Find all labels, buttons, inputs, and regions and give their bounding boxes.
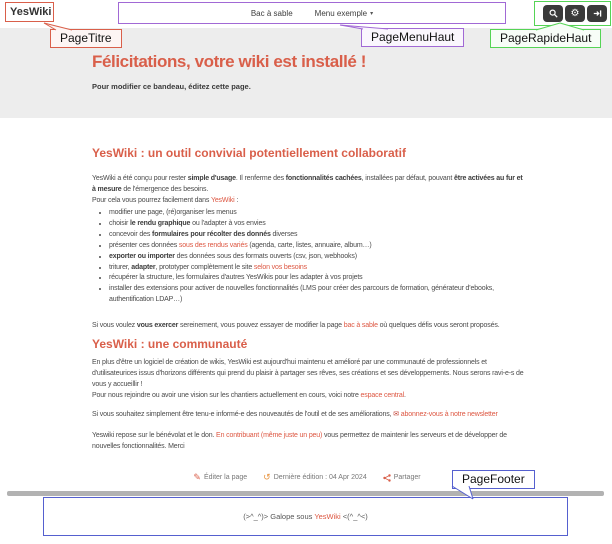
footer-region bbox=[43, 497, 568, 536]
inline-link[interactable]: YesWiki bbox=[210, 197, 235, 204]
paragraph-join bbox=[92, 390, 528, 401]
inline-link[interactable]: sous des rendus variés bbox=[178, 241, 248, 249]
edit-page-label: Éditer la page bbox=[203, 474, 248, 481]
share-button[interactable] bbox=[383, 474, 421, 482]
paragraph-intro bbox=[92, 173, 528, 195]
inline-link[interactable]: espace central bbox=[360, 392, 404, 400]
text-run: adapter bbox=[131, 263, 156, 271]
list-item bbox=[109, 273, 528, 284]
history-icon: ↺ bbox=[263, 472, 271, 482]
settings-button[interactable] bbox=[565, 5, 585, 22]
paragraph-newsletter bbox=[92, 409, 528, 420]
list-item bbox=[109, 241, 528, 252]
text-run: Pour cela vous pourrez facilement dans bbox=[92, 197, 211, 204]
text-run: . Il renferme des bbox=[235, 175, 286, 182]
text-run: , installées par défaut, pouvant bbox=[361, 175, 455, 182]
text-run: être activées au fur et à mesure bbox=[92, 175, 523, 193]
text-run: le rendu graphique bbox=[129, 219, 191, 227]
login-icon bbox=[593, 9, 602, 18]
list-item bbox=[109, 208, 528, 219]
list-item bbox=[109, 219, 528, 230]
text-run: installer des extensions pour activer de nouvelles fonctionnalités (LMS pour créer des parcours de formation, générateur d'ebooks, authentification LDAP…) bbox=[109, 285, 494, 304]
menu-item-label: Menu exemple bbox=[314, 8, 368, 18]
text-run: (agenda, carte, listes, annuaire, album…) bbox=[247, 241, 372, 249]
text-run: fonctionnalités cachées bbox=[285, 175, 362, 182]
text-run: vous exercer bbox=[136, 322, 179, 330]
paragraph-donation bbox=[92, 430, 528, 452]
login-button[interactable] bbox=[587, 5, 607, 22]
text-run: , prototyper complètement le site bbox=[155, 263, 254, 271]
text-run: formulaires pour récolter des donnés bbox=[152, 230, 271, 238]
edit-page-button[interactable] bbox=[193, 473, 247, 482]
text-run: . bbox=[403, 392, 406, 400]
inline-link[interactable]: bac à sable bbox=[343, 322, 378, 330]
search-icon bbox=[549, 9, 558, 18]
gear-icon: ⚙ bbox=[570, 7, 580, 19]
inline-link[interactable]: En contribuant (même juste un peu) bbox=[216, 432, 323, 440]
last-edit-link[interactable] bbox=[263, 473, 367, 482]
text-run: (>^_^)> Galope sous bbox=[243, 512, 315, 521]
text-run: diverses bbox=[270, 230, 298, 238]
footer-divider bbox=[7, 491, 604, 496]
quick-access-region bbox=[534, 1, 611, 26]
text-run: choisir bbox=[109, 219, 130, 227]
inline-link[interactable]: YesWiki bbox=[314, 512, 341, 521]
menu-item-bac-a-sable[interactable] bbox=[251, 9, 293, 18]
text-run: de l'émergence des besoins. bbox=[121, 186, 209, 193]
text-run: sereinement, vous pouvez essayer de modifier la page bbox=[178, 322, 344, 330]
text-run: récupérer la structure, les formulaires d'autres YesWikis pour les adapter à vos projets bbox=[109, 274, 363, 282]
footer-text bbox=[243, 512, 368, 521]
menu-item-label: Bac à sable bbox=[250, 8, 293, 18]
menu-item-menu-exemple[interactable] bbox=[315, 9, 374, 18]
text-run: triturer, bbox=[109, 263, 132, 271]
text-run: vous permettez de maintenir les serveurs et de développer de nouvelles fonctionnalités. Merci bbox=[92, 432, 507, 451]
text-run: En plus d'être un logiciel de création de wikis, YesWiki est aujourd'hui maintenu et amélioré par une communauté de professionnels et d'utilisateurices issus d'horizons différents qui prend du plaisir à partager ses rêves, ses créations et ses développements. Nous serons ravi-e-s de vous y accueillir ! bbox=[92, 359, 524, 389]
text-run: présenter ces données bbox=[109, 241, 179, 249]
callout-page-menu-haut: PageMenuHaut bbox=[361, 28, 464, 47]
text-run: Yeswiki repose sur le bénévolat et le don. bbox=[92, 432, 217, 440]
inline-link[interactable]: selon vos besoins bbox=[253, 263, 307, 271]
list-item bbox=[109, 284, 528, 306]
text-run: exporter ou importer bbox=[109, 252, 175, 260]
text-run: Si vous souhaitez simplement être tenu-e informé-e des nouveautés de l'outil et de ses améliorations, bbox=[92, 411, 394, 419]
text-run: Pour nous rejoindre ou avoir une vision sur les chantiers actuellement en cours, voici notre bbox=[92, 392, 361, 400]
share-icon bbox=[383, 474, 391, 482]
feature-list bbox=[92, 208, 528, 306]
text-run: <(^_^<) bbox=[340, 512, 368, 521]
search-button[interactable] bbox=[543, 5, 563, 22]
banner-title: Félicitations, votre wiki est installé ! bbox=[92, 52, 367, 71]
text-run: : bbox=[234, 197, 239, 204]
top-bar bbox=[0, 0, 612, 28]
text-run: des données sous des formats ouverts (csv, json, webhooks) bbox=[174, 252, 357, 260]
site-logo[interactable]: YesWiki bbox=[10, 6, 52, 18]
pencil-icon: ✎ bbox=[193, 472, 201, 482]
text-run: où quelques défis vous seront proposés. bbox=[377, 322, 500, 330]
chevron-down-icon: ▾ bbox=[370, 10, 374, 17]
share-label: Partager bbox=[393, 474, 421, 481]
page-content bbox=[92, 146, 528, 452]
text-run: ou l'adapter à vos envies bbox=[190, 219, 266, 227]
list-item bbox=[109, 263, 528, 274]
inline-link[interactable]: abonnez-vous à notre newsletter bbox=[400, 411, 498, 419]
callout-page-rapide-haut: PageRapideHaut bbox=[490, 29, 601, 48]
section-heading-communaute: YesWiki : une communauté bbox=[92, 337, 248, 352]
site-title-region[interactable] bbox=[5, 2, 54, 22]
paragraph-intro2 bbox=[92, 195, 528, 206]
text-run: YesWiki a été conçu pour rester bbox=[92, 175, 188, 182]
envelope-icon: ✉ bbox=[393, 411, 399, 419]
list-item bbox=[109, 230, 528, 241]
top-menu-region bbox=[118, 2, 506, 24]
text-run: modifier une page, (ré)organiser les menus bbox=[109, 209, 237, 216]
text-run: Si vous voulez bbox=[92, 322, 137, 330]
callout-page-footer: PageFooter bbox=[452, 470, 535, 489]
text-run: concevoir des bbox=[109, 230, 153, 238]
text-run: simple d'usage bbox=[187, 175, 236, 182]
banner-subtitle: Pour modifier ce bandeau, éditez cette page. bbox=[92, 82, 251, 91]
last-edit-label: Dernière édition : 04 Apr 2024 bbox=[273, 474, 367, 481]
section-heading-outil: YesWiki : un outil convivial potentiellement collaboratif bbox=[92, 146, 406, 160]
callout-page-titre: PageTitre bbox=[50, 29, 122, 48]
paragraph-community bbox=[92, 357, 528, 390]
list-item bbox=[109, 252, 528, 263]
paragraph-exercise bbox=[92, 320, 528, 331]
